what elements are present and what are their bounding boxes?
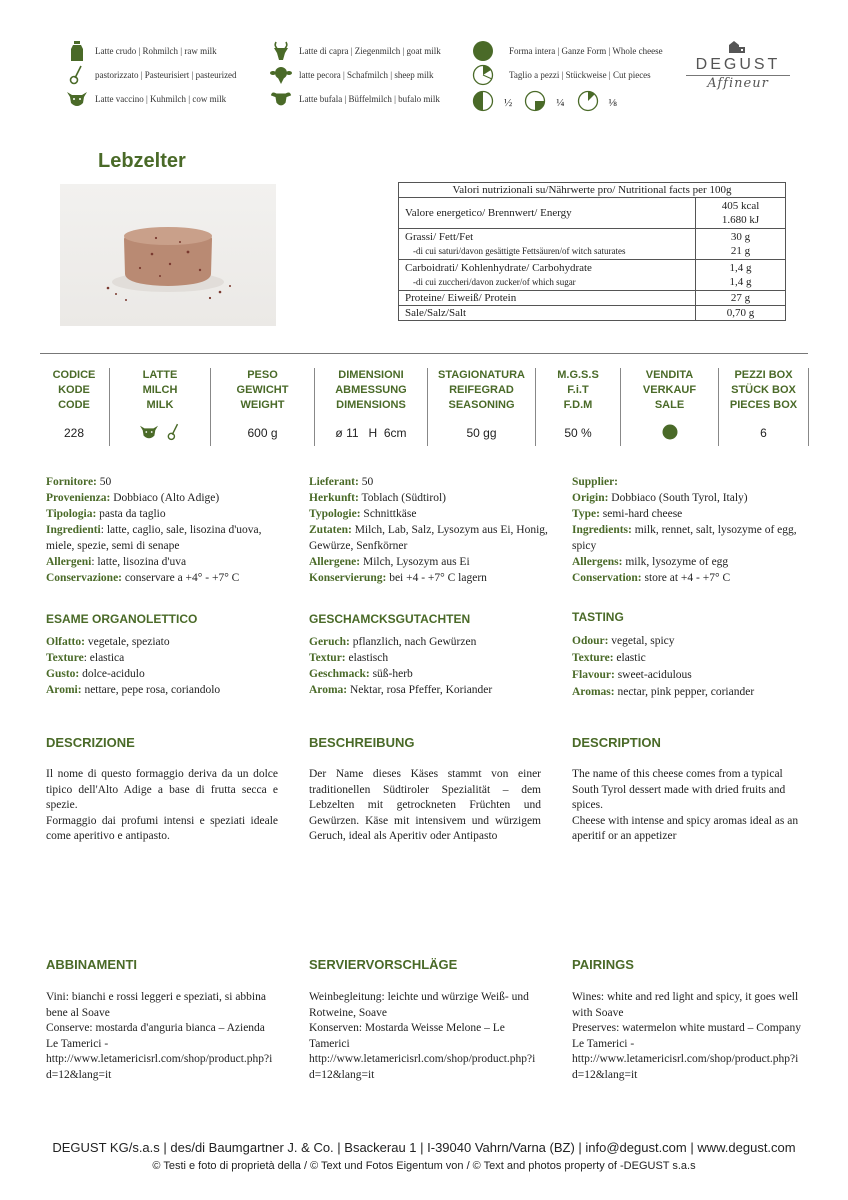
cow-icon [139,423,159,444]
tasting-row: Aromi: nettare, pepe rosa, coriandolo [46,684,221,696]
pairings-link[interactable]: http://www.letamericisrl.com/shop/product.php?id=12&lang=it [309,1053,536,1081]
tasting-title-it: ESAME ORGANOLETTICO [46,612,198,626]
goat-icon [270,40,292,62]
spec-pieces: PEZZI BOX STÜCK BOX PIECES BOX 6 [719,368,808,443]
info-it [46,474,286,586]
cow-icon [66,88,88,110]
tasting-row: Aromas: nectar, pink pepper, coriander [572,686,755,698]
info-row: Allergeni: latte, lisozina d'uva [46,556,187,568]
cut-pieces-icon [472,64,494,86]
info-row: Type: semi-hard cheese [572,508,683,520]
whole-cheese-icon [662,424,678,443]
info-row: Tipologia: pasta da taglio [46,508,166,520]
pieces-value: 6 [760,426,767,440]
spec-code: CODICE KODE CODE 228 [40,368,108,443]
spec-mgss: M.G.S.S F.i.T F.D.M 50 % [536,368,620,443]
logo-house-icon [728,40,746,54]
mgss-value: 50 % [564,426,592,440]
saturates-value: 21 g [730,245,751,257]
fat-value: 30 g [730,231,751,243]
energy-kj: 1.680 kJ [721,214,760,226]
spec-divider [808,368,809,446]
legend-goat-milk: Latte di capra | Ziegenmilch | goat milk [270,40,441,62]
tasting-row: Aroma: Nektar, rosa Pfeffer, Koriander [309,684,493,696]
info-row: Lieferant: 50 [309,476,374,488]
pairings-link[interactable]: http://www.letamericisrl.com/shop/product.php?id=12&lang=it [572,1053,799,1081]
pairings-title-en: PAIRINGS [572,957,634,972]
spec-weight: PESO GEWICHT WEIGHT 600 g [211,368,314,443]
carb-value: 1,4 g [729,262,752,274]
tasting-it [46,634,286,698]
pairings-title-de: SERVIERVORSCHLÄGE [309,957,458,972]
legend-pasteurized: pastorizzato | Pasteurisiert | pasteurized [66,64,237,86]
degust-logo [686,44,790,91]
nutrition-table [398,182,786,321]
tasting-row: Geruch: pflanzlich, nach Gewürzen [309,636,477,648]
product-photo [60,184,276,326]
info-row: Conservation: store at +4 - +7° C [572,572,731,584]
dimensions-value: ø 11 H 6cm [335,426,407,440]
code-value: 228 [63,426,85,440]
milk-bottle-icon [66,40,88,62]
description-title-de: BESCHREIBUNG [309,735,415,750]
eighth-cheese-icon [577,90,599,115]
legend-buffalo-milk: Latte bufala | Büffelmilch | bufalo milk [270,88,440,110]
spec-seasoning: STAGIONATURA REIFEGRAD SEASONING 50 gg [428,368,535,443]
pairings-title-it: ABBINAMENTI [46,957,137,972]
tasting-row: Textur: elastisch [309,652,389,664]
energy-label: Valore energetico/ Brennwert/ Energy [399,198,696,229]
info-row: Conservazione: conservare a +4° - +7° C [46,572,240,584]
legend-whole-cheese: Forma intera | Ganze Form | Whole cheese [472,40,663,62]
seasoning-value: 50 gg [466,426,497,440]
tasting-row: Flavour: sweet-acidulous [572,669,692,681]
salt-value: 0,70 g [696,306,786,321]
info-en [572,474,812,586]
pairings-it: Vini: bianchi e rossi leggeri e speziati, si abbina bene al Soave Conserve: mostarda d'anguria bianca – Azienda Le Tamerici - http://www.letamericisrl.com/shop/product.php?id=12&lang=it [46,990,278,1083]
info-row: Origin: Dobbiaco (South Tyrol, Italy) [572,492,748,504]
ladle-icon [167,423,181,444]
description-de: Der Name dieses Käses stammt von einer traditionellen Südtiroler Spezialität – dem Lebzelten mit getrockneten Früchten und Gewürzen. Käse mit intensivem und würzigem Geruch, ideal als Aperitiv oder Antipasto [309,768,541,842]
info-row: Supplier: [572,476,619,488]
pairings-de: Weinbegleitung: leichte und würzige Weiß- und Rotweine, Soave Konserven: Mostarda Weisse Melone – Le Tamerici http://www.letamericisrl.com/shop/product.php?id=12&lang=it [309,990,541,1083]
sugar-value: 1,4 g [729,276,752,288]
ladle-icon [66,64,88,86]
logo-sub: Affineur [707,76,769,91]
tasting-row: Texture: elastic [572,652,646,664]
info-row: Allergens: milk, lysozyme of egg [572,556,729,568]
divider [40,353,808,354]
legend-cut-pieces: Taglio a pezzi | Stückweise | Cut pieces [472,64,651,86]
description-en: The name of this cheese comes from a typical South Tyrol dessert made with dried fruits and spices. Cheese with intense and spicy aromas ideal as an aperitif or an appetizer [572,768,799,842]
legend-raw-milk: Latte crudo | Rohmilch | raw milk [66,40,217,62]
footer-contact: DEGUST KG/s.a.s | des/di Baumgartner J. & Co. | Bsackerau 1 | I-39040 Vahrn/Varna (BZ) | info@degust.com | www.degust.com [52,1140,796,1155]
info-row: Typologie: Schnittkäse [309,508,417,520]
info-row: Ingredienti: latte, caglio, sale, lisozina d'uova, miele, spezie, semi di senape [46,524,262,552]
tasting-en [572,633,812,701]
quarter-cheese-icon [524,90,546,115]
spec-milk: LATTE MILCH MILK [110,368,210,443]
info-row: Provenienza: Dobbiaco (Alto Adige) [46,492,220,504]
spec-sale: VENDITA VERKAUF SALE [621,368,718,443]
weight-value: 600 g [247,426,278,440]
legend-fractions: ½ ¼ ⅛ [472,90,629,115]
tasting-row: Gusto: dolce-acidulo [46,668,145,680]
tasting-title-en: TASTING [572,610,624,624]
nutrition-header: Valori nutrizionali su/Nährwerte pro/ Nutritional facts per 100g [399,183,786,198]
tasting-title-de: GESCHAMCKSGUTACHTEN [309,612,471,626]
carb-label: Carboidrati/ Kohlenhydrate/ Carbohydrate [405,262,592,274]
half-cheese-icon [472,90,494,115]
footer-copyright: © Testi e foto di proprietà della / © Text und Fotos Eigentum von / © Text and photos property of -DEGUST s.a.s [152,1160,696,1172]
protein-label: Proteine/ Eiweiß/ Protein [399,291,696,306]
info-row: Allergene: Milch, Lysozym aus Ei [309,556,470,568]
tasting-row: Geschmack: süß-herb [309,668,413,680]
pairings-link[interactable]: http://www.letamericisrl.com/shop/product.php?id=12&lang=it [46,1053,273,1081]
tasting-de [309,634,549,698]
energy-kcal: 405 kcal [721,200,760,212]
buffalo-icon [270,88,292,110]
sugar-label: -di cui zuccheri/davon zucker/of which sugar [413,277,576,287]
spec-dimensions: DIMENSIONI ABMESSUNG DIMENSIONS ø 11 H 6cm [315,368,427,443]
description-title-it: DESCRIZIONE [46,735,135,750]
description-it: Il nome di questo formaggio deriva da un dolce tipico dell'Alto Adige a base di frutta secca e spezie. Formaggio dai profumi intensi e speziati ideale come aperitivo e antipasto. [46,768,278,842]
info-row: Konservierung: bei +4 - +7° C lagern [309,572,487,584]
tasting-row: Texture: elastica [46,652,125,664]
info-row: Fornitore: 50 [46,476,112,488]
description-title-en: DESCRIPTION [572,735,661,750]
product-title: Lebzelter [98,150,186,172]
legend-sheep-milk: latte pecora | Schafmilch | sheep milk [270,64,434,86]
info-row: Herkunft: Toblach (Südtirol) [309,492,446,504]
saturates-label: -di cui saturi/davon gesättigte Fettsäuren/of witch saturates [413,246,626,256]
tasting-row: Odour: vegetal, spicy [572,635,675,647]
info-de [309,474,549,586]
info-row: Ingredients: milk, rennet, salt, lysozyme of egg, spicy [572,524,797,552]
fat-label: Grassi/ Fett/Fet [405,231,474,243]
tasting-row: Olfatto: vegetale, speziato [46,636,170,648]
protein-value: 27 g [696,291,786,306]
pairings-en: Wines: white and red light and spicy, it goes well with Soave Preserves: watermelon white mustard – Company Le Tamerici - http://www.letamericisrl.com/shop/product.php?id=12&lang=it [572,990,804,1083]
info-row: Zutaten: Milch, Lab, Salz, Lysozym aus Ei, Honig, Gewürze, Senfkörner [309,524,548,552]
salt-label: Sale/Salz/Salt [399,306,696,321]
whole-cheese-icon [472,40,494,62]
legend-cow-milk: Latte vaccino | Kuhmilch | cow milk [66,88,226,110]
logo-brand: DEGUST [686,56,790,76]
sheep-icon [270,64,292,86]
